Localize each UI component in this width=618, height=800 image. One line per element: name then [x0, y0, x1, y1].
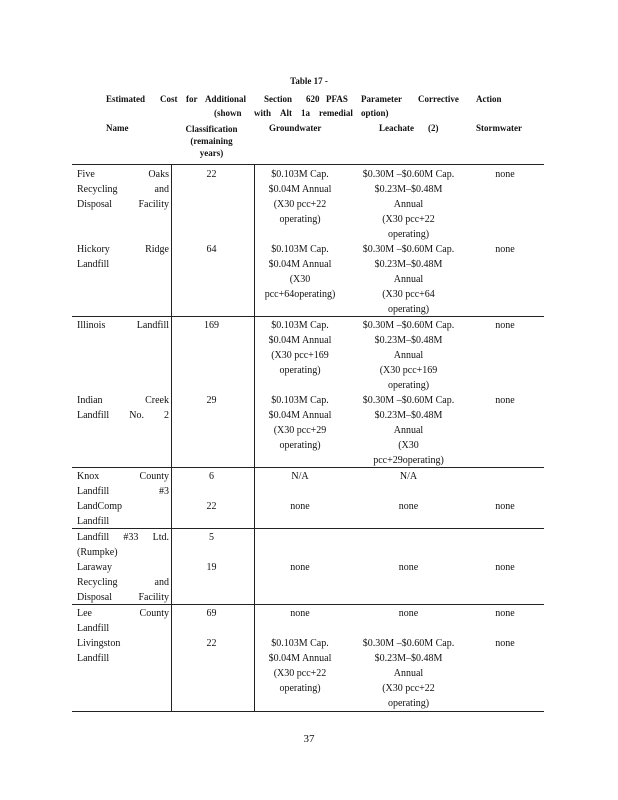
- leachate-cost: none: [398, 501, 419, 512]
- groundwater-cost: $0.103M Cap. $0.04M Annual (X30 pcc+169 operating): [268, 320, 332, 376]
- stormwater-cost: none: [495, 501, 515, 512]
- groundwater-cost: $0.103M Cap. $0.04M Annual (X30 pcc+29 operating): [268, 395, 332, 451]
- title-word: remedial: [319, 108, 353, 118]
- groundwater-cost: $0.103M Cap. $0.04M Annual (X30 pcc+22 operating): [268, 169, 332, 225]
- leachate-cost: $0.30M –$0.60M Cap. $0.23M–$0.48M Annual (X30 pcc+22 operating): [362, 169, 455, 240]
- title-word: 1a: [301, 108, 310, 118]
- stormwater-cost: none: [495, 320, 515, 331]
- title-word: Cost: [160, 94, 178, 104]
- title-word: Alt: [280, 108, 292, 118]
- facility-name: Hickory Ridge Landfill: [77, 244, 169, 270]
- groundwater-cost: none: [290, 562, 310, 573]
- table-rule: [72, 467, 544, 468]
- column-divider: [254, 164, 255, 712]
- remaining-years: 69: [206, 608, 217, 619]
- stormwater-cost: none: [495, 608, 515, 619]
- facility-name: Five Oaks Recycling and Disposal Facility: [77, 169, 169, 210]
- remaining-years: 6: [209, 471, 214, 482]
- table-rule: [72, 164, 544, 165]
- facility-name: Landfill #33 Ltd. (Rumpke): [77, 532, 169, 558]
- facility-name: Indian Creek Landfill No. 2: [77, 395, 169, 421]
- remaining-years: 22: [206, 501, 217, 512]
- col-header-leachate-note: (2): [428, 123, 439, 133]
- title-word: Corrective: [418, 94, 459, 104]
- title-word: Additional: [205, 94, 247, 104]
- remaining-years: 169: [204, 320, 219, 331]
- col-header-name: Name: [106, 123, 129, 133]
- remaining-years: 29: [206, 395, 217, 406]
- leachate-cost: $0.30M –$0.60M Cap. $0.23M–$0.48M Annual (X30 pcc+22 operating): [362, 638, 455, 709]
- leachate-cost: none: [398, 608, 419, 619]
- facility-name: Laraway Recycling and Disposal Facility: [77, 562, 169, 603]
- groundwater-cost: $0.103M Cap. $0.04M Annual (X30 pcc+64operating): [264, 244, 336, 300]
- remaining-years: 5: [209, 532, 214, 543]
- table-title: Table 17 -: [290, 76, 328, 86]
- title-word: Section: [264, 94, 292, 104]
- facility-name: Knox County Landfill #3: [77, 471, 169, 497]
- title-word: Parameter: [361, 94, 402, 104]
- table-rule: [72, 711, 544, 712]
- col-header-groundwater: Groundwater: [269, 123, 322, 133]
- groundwater-cost: N/A: [291, 471, 309, 482]
- stormwater-cost: none: [495, 244, 515, 255]
- leachate-cost: $0.30M –$0.60M Cap. $0.23M–$0.48M Annual (X30 pcc+29operating): [362, 395, 455, 466]
- stormwater-cost: none: [495, 562, 515, 573]
- title-word: (shown: [214, 108, 242, 118]
- title-word: 620: [306, 94, 320, 104]
- leachate-cost: $0.30M –$0.60M Cap. $0.23M–$0.48M Annual (X30 pcc+169 operating): [362, 320, 455, 391]
- facility-name: Illinois Landfill: [77, 320, 169, 331]
- remaining-years: 19: [206, 562, 217, 573]
- title-word: with: [254, 108, 272, 118]
- title-word: for: [186, 94, 198, 104]
- title-word: PFAS: [326, 94, 348, 104]
- page-number: 37: [303, 733, 315, 745]
- stormwater-cost: none: [495, 638, 515, 649]
- facility-name: Livingston Landfill: [77, 638, 121, 664]
- stormwater-cost: none: [495, 169, 515, 180]
- col-header-leachate: Leachate: [379, 123, 414, 133]
- col-header-stormwater: Stormwater: [476, 123, 522, 133]
- remaining-years: 22: [206, 638, 217, 649]
- facility-name: Lee County Landfill: [77, 608, 169, 634]
- title-word: Action: [476, 94, 502, 104]
- groundwater-cost: $0.103M Cap. $0.04M Annual (X30 pcc+22 operating): [268, 638, 332, 694]
- leachate-cost: none: [398, 562, 419, 573]
- remaining-years: 22: [206, 169, 217, 180]
- title-word: option): [361, 108, 389, 118]
- leachate-cost: $0.30M –$0.60M Cap. $0.23M–$0.48M Annual (X30 pcc+64 operating): [362, 244, 455, 315]
- groundwater-cost: none: [290, 608, 310, 619]
- col-header-classification: Classification (remaining years): [185, 124, 238, 158]
- facility-name: LandComp Landfill: [77, 501, 122, 527]
- groundwater-cost: none: [290, 501, 310, 512]
- stormwater-cost: none: [495, 395, 515, 406]
- leachate-cost: N/A: [399, 471, 418, 482]
- remaining-years: 64: [206, 244, 217, 255]
- title-word: Estimated: [106, 94, 145, 104]
- table-rule: [72, 316, 544, 317]
